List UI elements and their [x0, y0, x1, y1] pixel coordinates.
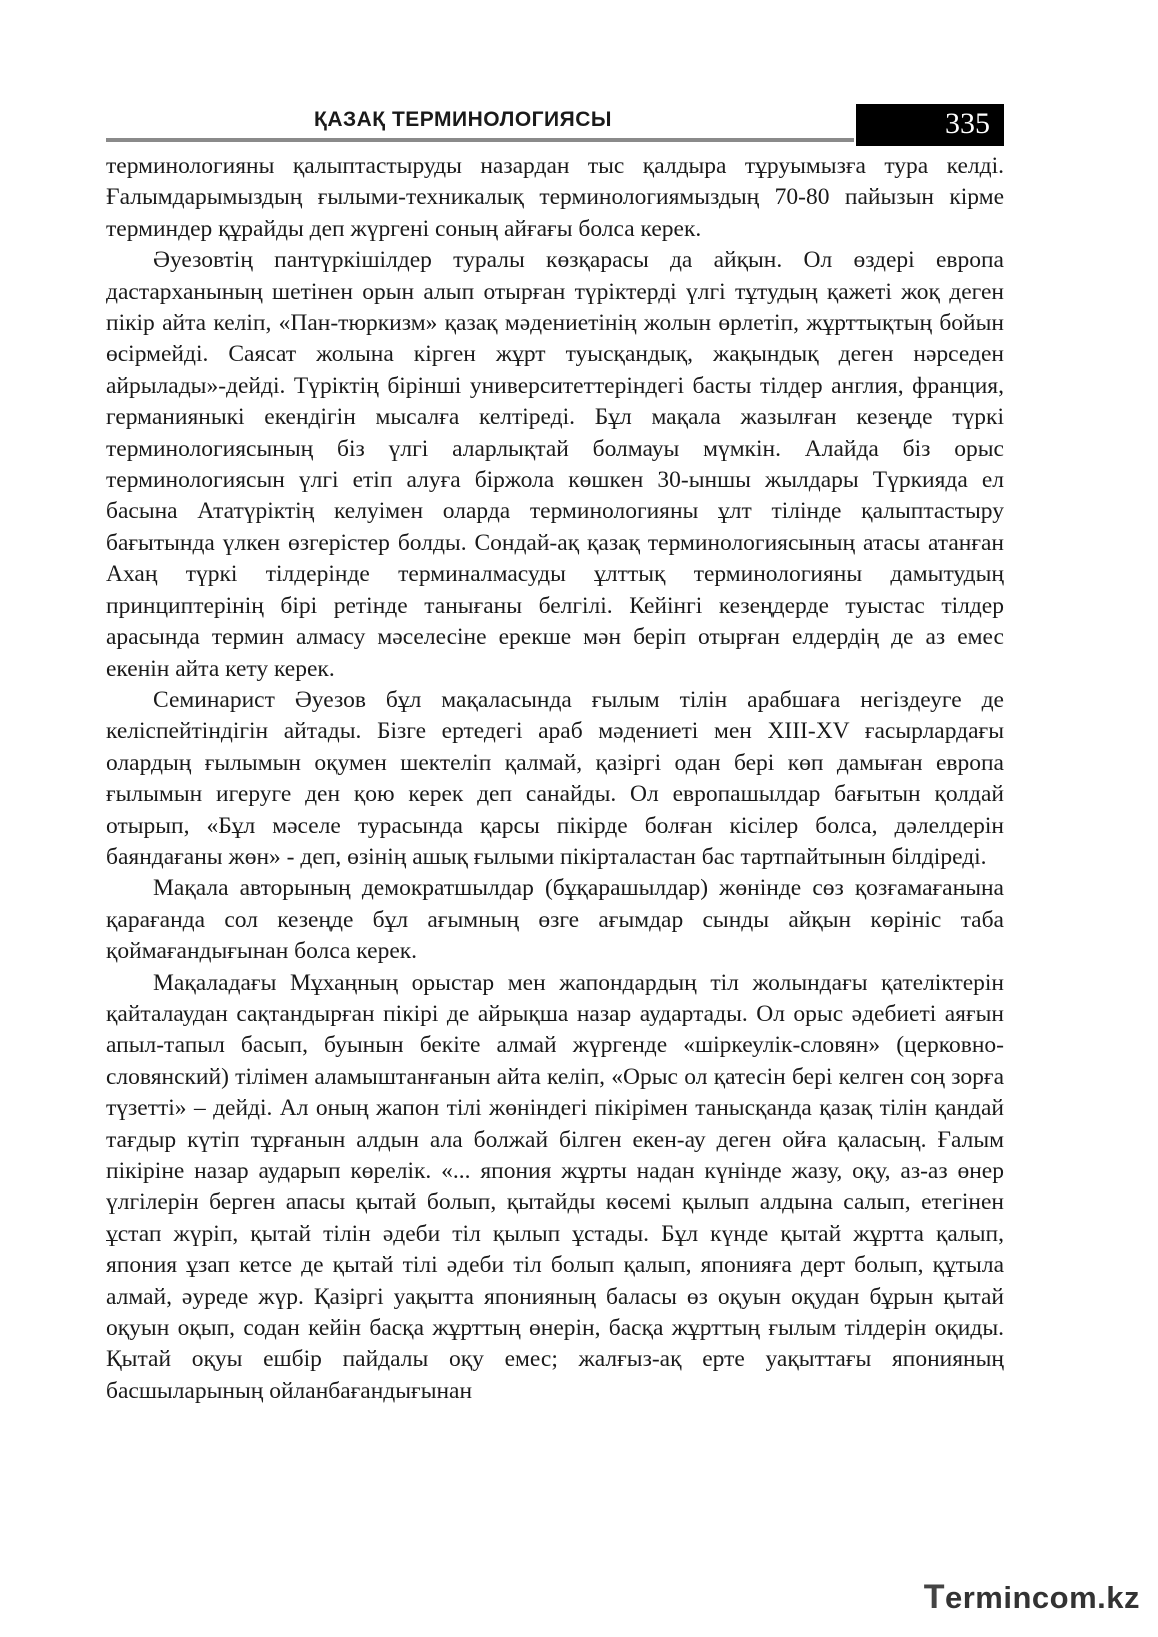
page-header	[106, 104, 1004, 146]
page-number: 335	[945, 107, 990, 140]
paragraph-5: Мақаладағы Мұхаңның орыстар мен жапондардың тіл жолындағы қателіктерін қайталаудан сақтандырған пікірі де айрықша назар аудартады. Ол орыс әдебиеті аяғын апыл-тапыл басып, буынын бекіте алмай жүргенде «шіркеулік-словян» (церковно-словянский) тілімен аламыштанғанын айта келіп, «Орыс ол қатесін бері келген соң зорға түзетті» – дейді. Ал оның жапон тілі жөніндегі пікірімен танысқанда қазақ тілін қандай тағдыр күтіп тұрғанын алдын ала болжай білген екен-ау деген ойға қаласың. Ғалым пікіріне назар аударып көрелік. «... япония жұрты надан күнінде жазу, оқу, аз-аз өнер үлгілерін берген апасы қытай болып, қытайды көсемі қылып алдына салып, етегінен ұстап жүріп, қытай тілін әдеби тіл қылып ұстады. Бұл күнде қытай жұртта қалып, япония ұзап кетсе де қытай тілі әдеби тіл болып қалып, японияға дерт болып, құтыла алмай, әуреде жүр. Қазіргі уақытта японияның баласы өз оқуын оқудан бұрын қытай оқуын оқып, содан кейін басқа жұрттың өнерін, басқа жұрттың ғылым тілдерін оқиды. Қытай оқуы ешбір пайдалы оқу емес; жалғыз-ақ ерте уақыттағы японияның басшыларының ойланбағандығынан	[106, 969, 1004, 1404]
watermark-logo	[924, 1578, 1140, 1617]
running-title: ҚАЗАҚ ТЕРМИНОЛОГИЯСЫ	[314, 108, 612, 131]
paragraph-2: Әуезовтің пантүркішілдер туралы көзқарасы да айқын. Ол өздері европа дастарханының шетінен орын алып отырған түріктерді үлгі тұтудың қажеті жоқ деген пікір айта келіп, «Пан-тюркизм» қазақ мәдениетінің жолын өрлетіп, жұрттықтың бойын өсірмейді. Саясат жолына кірген жұрт туысқандық, жақындық деген нәрседен айрылады»-дейді. Түріктің бірінші университеттеріндегі басты тілдер англия, франция, германияныкі екендігін мысалға келтіреді. Бұл мақала жазылған кезеңде түркі терминологиясының біз үлгі аларлықтай болмауы мүмкін. Алайда біз орыс терминологиясын үлгі етіп алуға біржола көшкен 30-ыншы жылдары Түркияда ел басына Ататүріктің келуімен оларда терминологияны ұлт тілінде қалыптастыру бағытында үлкен өзгерістер болды. Сондай-ақ қазақ терминологиясының атасы атанған Ахаң түркі тілдерінде терминалмасуды ұлттық терминологияны дамытудың принциптерінің бірі ретінде танығаны белгілі. Кейінгі кезеңдерде туыстас тілдер арасында термин алмасу мәселесіне ерекше мән беріп отырған елдердің де аз емес екенін айта кету керек.	[106, 247, 1004, 682]
paragraph-3: Семинарист Әуезов бұл мақаласында ғылым тілін арабшаға негіздеуге де келіспейтіндігін айтады. Бізге ертедегі араб мәдениеті мен XIII-XV ғасырлардағы олардың ғылымын оқумен шектеліп қалмай, қазіргі одан бері көп дамыған европа ғылымын игеруге ден қою керек деп санайды. Ол европашылдар бағытын қолдай отырып, «Бұл мәселе турасында қарсы пікірде болған кісілер болса, дәлелдерін баяндағаны жөн» - деп, өзінің ашық ғылыми пікірталастан бас тартпайтынын білдіреді.	[106, 686, 1004, 870]
header-rule	[106, 138, 854, 142]
watermark-text: ermincom.kz	[944, 1580, 1140, 1615]
page-number-box	[856, 104, 1004, 146]
paragraph-4: Мақала авторының демократшылдар (бұқарашылдар) жөнінде сөз қозғамағанына қарағанда сол кезеңде бұл ағымның өзге ағымдар сынды айқын көрініс таба қоймағандығынан болса керек.	[106, 875, 1004, 965]
watermark-t-letter: T	[923, 1578, 945, 1616]
paragraph-1: терминологияны қалыптастыруды назардан тыс қалдыра тұруымызға тура келді. Ғалымдарымыздың ғылыми-техникалық терминологиямыздың 70-80 пайызын кірме терминдер құрайды деп жүргені соның айғағы болса керек.	[106, 153, 1004, 242]
body-text	[106, 151, 1004, 1407]
